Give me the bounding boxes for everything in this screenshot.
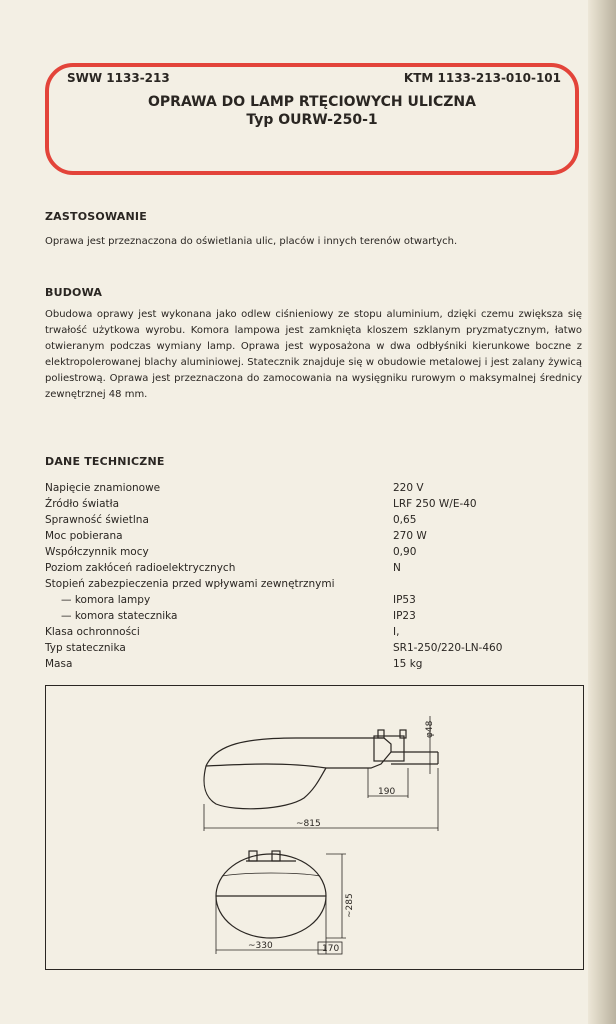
spec-label: Współczynnik mocy [45,546,149,558]
budowa-text: Obudowa oprawy jest wykonana jako odlew ciśnieniowy ze stopu aluminium, dzięki czemu zwiększa się trwałość użytkowa wyrobu. Komora lampowa jest zamknięta kloszem szklanym pryzmatycznym, łatwo otwieranym podczas wymiany lamp. Oprawa jest wyposażona w dwa odbłyśniki kierunkowe boczne z elektropolerowanej blachy aluminiowej. Statecznik znajduje się w obudowie metalowej i jest zalany żywicą poliestrową. Oprawa jest przeznaczona do zamocowania na wysięgniku rurowym o maksymalnej średnicy zewnętrznej 48 mm. [45,309,582,400]
spec-label: — komora statecznika [61,610,178,622]
spec-value: 0,65 [393,514,417,526]
front-view [216,851,355,954]
spec-row [45,640,565,656]
spec-row [45,496,565,512]
spec-value: 220 V [393,482,424,494]
dim-190-label: 190 [378,787,396,797]
spec-row [45,528,565,544]
technical-drawing [45,685,584,970]
dim-diameter-label: φ48 [425,720,435,738]
spec-row [45,656,565,672]
spec-label: Napięcie znamionowe [45,482,161,494]
spec-value: 15 kg [393,658,423,670]
dim-815-label: ~815 [296,819,321,829]
spec-value: SR1-250/220-LN-460 [393,642,503,654]
page-title: OPRAWA DO LAMP RTĘCIOWYCH ULICZNA [148,94,476,110]
header-box [45,63,579,175]
page-subtitle: Typ OURW-250-1 [246,112,378,128]
spec-row [45,592,565,608]
spec-value: IP23 [393,610,416,622]
spec-value: 270 W [393,530,427,542]
spec-row [45,512,565,528]
spec-value: 0,90 [393,546,417,558]
dim-170-label: 170 [322,944,340,954]
dim-330-label: ~330 [248,941,273,951]
spec-label: Klasa ochronności [45,626,140,638]
spec-value: N [393,562,401,574]
spec-label: — komora lampy [61,594,151,606]
zastosowanie-heading: ZASTOSOWANIE [45,210,147,223]
page-edge [588,0,616,1024]
sww-code: SWW 1133-213 [67,71,170,85]
dim-285-label: ~285 [345,893,355,918]
side-view [204,716,438,831]
spec-label: Moc pobierana [45,530,123,542]
spec-row [45,560,565,576]
dane-heading: DANE TECHNICZNE [45,455,165,468]
spec-value: I, [393,626,400,638]
spec-label: Sprawność świetlna [45,514,149,526]
spec-label: Stopień zabezpieczenia przed wpływami zewnętrznymi [45,578,335,590]
spec-value: IP53 [393,594,416,606]
budowa-heading: BUDOWA [45,286,103,299]
spec-label: Typ statecznika [45,642,126,654]
spec-label: Źródło światła [45,498,120,510]
spec-table [45,480,565,672]
spec-label: Poziom zakłóceń radioelektrycznych [45,562,236,574]
spec-value: LRF 250 W/E-40 [393,498,477,510]
spec-label: Masa [45,658,73,670]
spec-row [45,480,565,496]
spec-row [45,544,565,560]
drawing-svg [46,686,585,971]
zastosowanie-text: Oprawa jest przeznaczona do oświetlania ulic, placów i innych terenów otwartych. [45,236,458,247]
ktm-code: KTM 1133-213-010-101 [403,71,561,85]
spec-row [45,576,565,592]
spec-row [45,608,565,624]
spec-row [45,624,565,640]
